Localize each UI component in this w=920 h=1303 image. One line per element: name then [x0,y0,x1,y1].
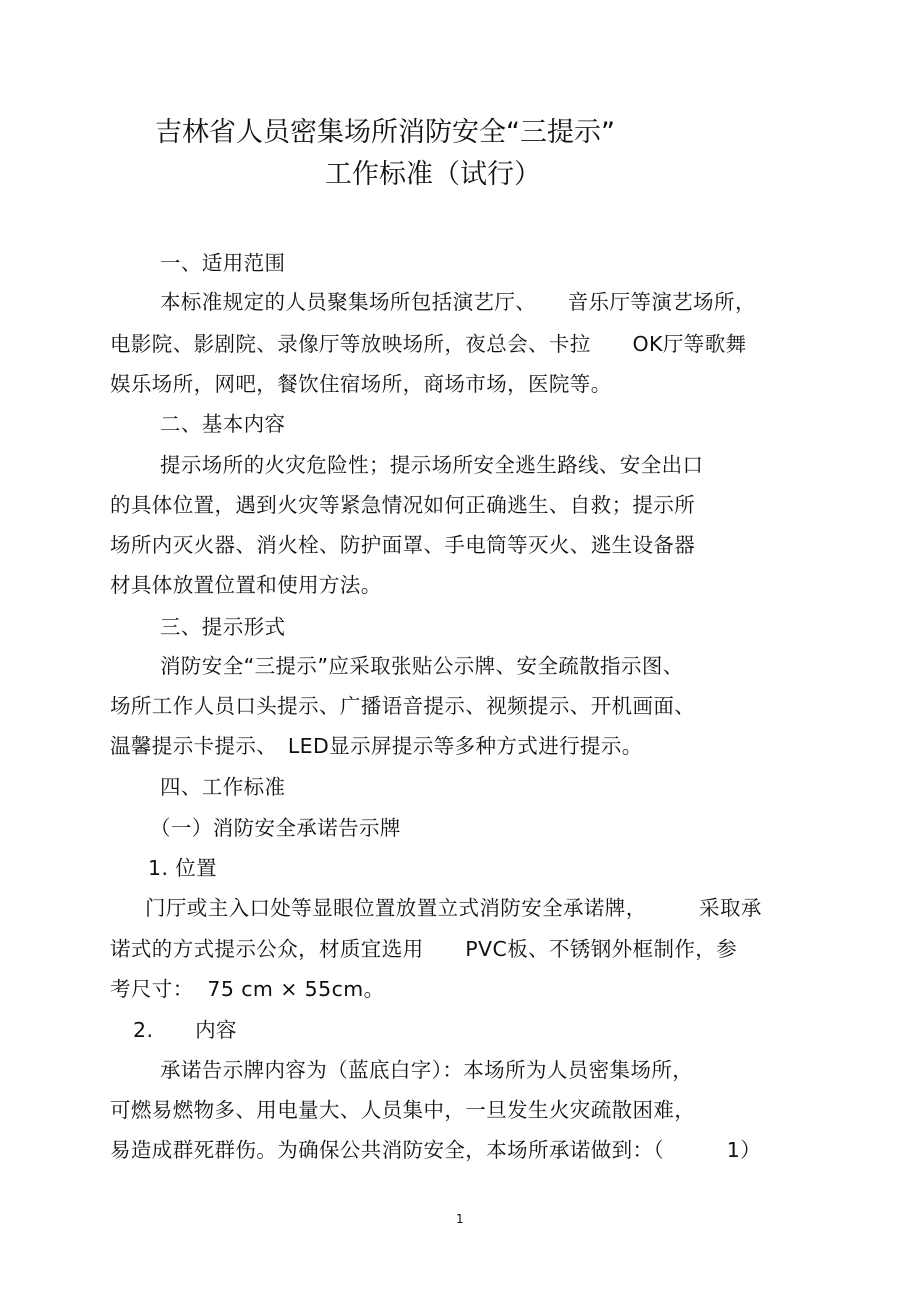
section-heading: 四、工作标准 [160,775,286,799]
paragraph-line: 诺式的方式提示公众，材质宜选用 PVC板、不锈钢外框制作，参 [110,937,738,961]
subsection-heading: （一）消防安全承诺告示牌 [150,816,401,840]
paragraph-line: 材具体放置位置和使用方法。 [110,573,382,597]
item-heading: 1. 位置 [148,856,218,880]
page-number: 1 [456,1212,464,1226]
section-heading: 三、提示形式 [160,615,286,639]
paragraph-line: 考尺寸： 75 cm × 55cm。 [110,977,385,1001]
paragraph-line: 电影院、影剧院、录像厅等放映场所，夜总会、卡拉 OK厅等歌舞 [110,332,747,356]
paragraph-line: 场所工作人员口头提示、广播语音提示、视频提示、开机画面、 [110,694,696,718]
section-heading: 二、基本内容 [160,412,286,436]
title-line-1: 吉林省人员密集场所消防安全“三提示” [155,117,615,148]
paragraph-line: 可燃易燃物多、用电量大、人员集中，一旦发生火灾疏散困难， [110,1098,696,1122]
paragraph-line: 易造成群死群伤。为确保公共消防安全，本场所承诺做到：（ 1） [110,1138,762,1162]
paragraph-line: 门厅或主入口处等显眼位置放置立式消防安全承诺牌， 采取承 [145,896,762,920]
section-heading: 一、适用范围 [160,251,286,275]
paragraph-line: 场所内灭火器、消火栓、防护面罩、手电筒等灭火、逃生设备器 [110,533,696,557]
paragraph-line: 娱乐场所，网吧，餐饮住宿场所，商场市场，医院等。 [110,372,612,396]
item-heading: 2. 内容 [133,1018,237,1042]
paragraph-line: 消防安全“三提示”应采取张贴公示牌、安全疏散指示图、 [160,654,684,678]
title-line-2: 工作标准（试行） [325,159,541,190]
paragraph-line: 的具体位置，遇到火灾等紧急情况如何正确逃生、自救；提示所 [110,493,696,517]
paragraph-line: 承诺告示牌内容为（蓝底白字）：本场所为人员密集场所， [160,1058,694,1082]
paragraph-line: 本标准规定的人员聚集场所包括演艺厅、 音乐厅等演艺场所， [160,290,756,314]
paragraph-line: 提示场所的火灾危险性；提示场所安全逃生路线、安全出口 [160,453,704,477]
paragraph-line: 温馨提示卡提示、 LED显示屏提示等多种方式进行提示。 [110,734,643,758]
